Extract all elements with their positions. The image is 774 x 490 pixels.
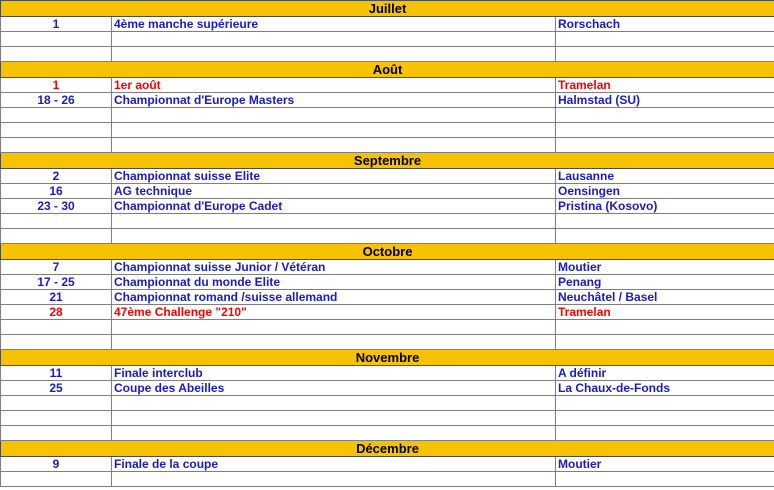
date-cell: 11: [1, 366, 112, 381]
month-header-row: [1, 153, 774, 169]
date-cell: 7: [1, 260, 112, 275]
month-header: Novembre: [1, 350, 774, 366]
event-row: [1, 396, 774, 411]
event-row: [1, 366, 774, 381]
place-cell: Penang: [556, 275, 774, 290]
event-cell: Finale interclub: [112, 366, 556, 381]
event-cell: Coupe des Abeilles: [112, 381, 556, 396]
event-cell: Championnat suisse Elite: [112, 169, 556, 184]
month-header: Septembre: [1, 153, 774, 169]
event-row: [1, 335, 774, 350]
date-cell: [1, 320, 112, 335]
event-row: [1, 17, 774, 32]
event-row: [1, 123, 774, 138]
month-header-row: [1, 62, 774, 78]
event-row: [1, 214, 774, 229]
place-cell: Neuchâtel / Basel: [556, 290, 774, 305]
date-cell: 1: [1, 78, 112, 93]
event-cell: [112, 426, 556, 441]
month-header-row: [1, 244, 774, 260]
place-cell: [556, 32, 774, 47]
place-cell: [556, 108, 774, 123]
event-row: [1, 411, 774, 426]
date-cell: [1, 138, 112, 153]
event-row: [1, 32, 774, 47]
event-row: [1, 320, 774, 335]
date-cell: [1, 108, 112, 123]
event-cell: [112, 47, 556, 62]
month-header: Juillet: [1, 1, 774, 17]
month-header: Octobre: [1, 244, 774, 260]
event-row: [1, 184, 774, 199]
place-cell: A définir: [556, 366, 774, 381]
month-header-row: [1, 1, 774, 17]
event-cell: [112, 32, 556, 47]
event-cell: Championnat d'Europe Cadet: [112, 199, 556, 214]
date-cell: 17 - 25: [1, 275, 112, 290]
place-cell: La Chaux-de-Fonds: [556, 381, 774, 396]
date-cell: 2: [1, 169, 112, 184]
event-cell: 47ème Challenge "210": [112, 305, 556, 320]
event-row: [1, 260, 774, 275]
event-row: [1, 472, 774, 487]
place-cell: [556, 320, 774, 335]
event-row: [1, 275, 774, 290]
event-cell: [112, 108, 556, 123]
place-cell: [556, 214, 774, 229]
date-cell: [1, 123, 112, 138]
place-cell: [556, 47, 774, 62]
event-cell: [112, 229, 556, 244]
month-header: Décembre: [1, 441, 774, 457]
date-cell: 21: [1, 290, 112, 305]
event-cell: [112, 214, 556, 229]
place-cell: Halmstad (SU): [556, 93, 774, 108]
event-cell: 1er août: [112, 78, 556, 93]
event-cell: Finale de la coupe: [112, 457, 556, 472]
event-cell: 4ème manche supérieure: [112, 17, 556, 32]
event-row: [1, 305, 774, 320]
place-cell: [556, 138, 774, 153]
place-cell: [556, 396, 774, 411]
place-cell: Pristina (Kosovo): [556, 199, 774, 214]
event-row: [1, 199, 774, 214]
date-cell: [1, 411, 112, 426]
event-cell: AG technique: [112, 184, 556, 199]
event-cell: Championnat d'Europe Masters: [112, 93, 556, 108]
place-cell: [556, 123, 774, 138]
event-cell: [112, 411, 556, 426]
event-row: [1, 138, 774, 153]
calendar-body: [1, 1, 774, 487]
place-cell: [556, 411, 774, 426]
event-cell: Championnat romand /suisse allemand: [112, 290, 556, 305]
date-cell: 16: [1, 184, 112, 199]
event-cell: [112, 335, 556, 350]
place-cell: Moutier: [556, 260, 774, 275]
month-header-row: [1, 441, 774, 457]
date-cell: [1, 426, 112, 441]
month-header-row: [1, 350, 774, 366]
event-cell: [112, 320, 556, 335]
date-cell: [1, 32, 112, 47]
event-row: [1, 78, 774, 93]
event-row: [1, 290, 774, 305]
place-cell: Moutier: [556, 457, 774, 472]
place-cell: [556, 229, 774, 244]
event-row: [1, 457, 774, 472]
date-cell: 28: [1, 305, 112, 320]
event-cell: [112, 396, 556, 411]
date-cell: 9: [1, 457, 112, 472]
date-cell: 23 - 30: [1, 199, 112, 214]
event-cell: [112, 123, 556, 138]
event-cell: [112, 472, 556, 487]
place-cell: Lausanne: [556, 169, 774, 184]
date-cell: 18 - 26: [1, 93, 112, 108]
date-cell: [1, 229, 112, 244]
date-cell: [1, 47, 112, 62]
date-cell: 1: [1, 17, 112, 32]
event-row: [1, 426, 774, 441]
place-cell: [556, 426, 774, 441]
event-cell: Championnat du monde Elite: [112, 275, 556, 290]
month-header: Août: [1, 62, 774, 78]
event-row: [1, 169, 774, 184]
place-cell: [556, 472, 774, 487]
date-cell: [1, 396, 112, 411]
date-cell: 25: [1, 381, 112, 396]
place-cell: Tramelan: [556, 305, 774, 320]
event-cell: [112, 138, 556, 153]
event-row: [1, 381, 774, 396]
date-cell: [1, 214, 112, 229]
date-cell: [1, 472, 112, 487]
place-cell: Tramelan: [556, 78, 774, 93]
event-row: [1, 93, 774, 108]
place-cell: Rorschach: [556, 17, 774, 32]
date-cell: [1, 335, 112, 350]
event-row: [1, 108, 774, 123]
event-row: [1, 229, 774, 244]
place-cell: Oensingen: [556, 184, 774, 199]
place-cell: [556, 335, 774, 350]
event-cell: Championnat suisse Junior / Vétéran: [112, 260, 556, 275]
event-row: [1, 47, 774, 62]
